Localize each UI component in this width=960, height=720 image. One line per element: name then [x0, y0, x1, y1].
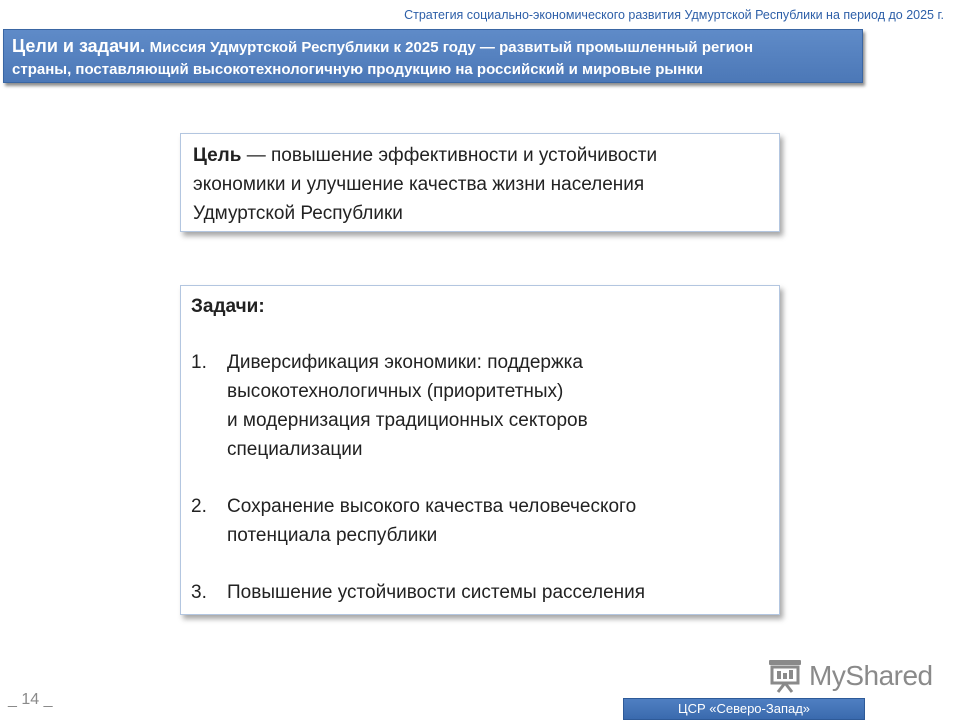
goal-text-line1: — повышение эффективности и устойчивости: [241, 145, 658, 166]
header-title: Цели и задачи.: [12, 36, 146, 56]
goal-text-line2: экономики и улучшение качества жизни населения: [193, 174, 645, 195]
task-item-2: [191, 492, 769, 550]
task-number: 2.: [191, 496, 207, 517]
task-number: 3.: [191, 582, 207, 603]
myshared-logo[interactable]: [767, 656, 933, 696]
page-number: _ 14 _: [8, 691, 53, 708]
tasks-card: [180, 285, 780, 615]
goal-card: [180, 133, 780, 232]
task-text-line: потенциала республики: [227, 525, 438, 546]
goal-label: Цель: [193, 145, 242, 166]
mission-text-line2: страны, поставляющий высокотехнологичную продукцию на российский и мировые рынки: [12, 61, 703, 78]
header-banner: [3, 29, 863, 83]
footer-org-label: ЦСР «Северо-Запад»: [623, 698, 865, 720]
task-text-line: Повышение устойчивости системы расселения: [227, 582, 646, 603]
presentation-board-icon: [767, 658, 803, 694]
logo-text: MyShared: [809, 660, 933, 691]
goal-text-line3: Удмуртской Республики: [193, 203, 403, 224]
tasks-heading: Задачи:: [191, 296, 265, 317]
mission-text-line1: Миссия Удмуртской Республики к 2025 году — развитый промышленный регион: [149, 39, 754, 56]
top-caption: Стратегия социально-экономического развития Удмуртской Республики на период до 2025 г.: [404, 8, 944, 22]
task-list: [191, 348, 769, 607]
task-item-1: [191, 348, 769, 464]
task-text-line: специализации: [227, 439, 363, 460]
task-text-line: высокотехнологичных (приоритетных): [227, 381, 564, 402]
task-text-line: Сохранение высокого качества человеческого: [227, 496, 637, 517]
task-text-line: Диверсификация экономики: поддержка: [227, 352, 583, 373]
task-text-line: и модернизация традиционных секторов: [227, 410, 588, 431]
task-number: 1.: [191, 352, 207, 373]
task-item-3: [191, 578, 769, 607]
